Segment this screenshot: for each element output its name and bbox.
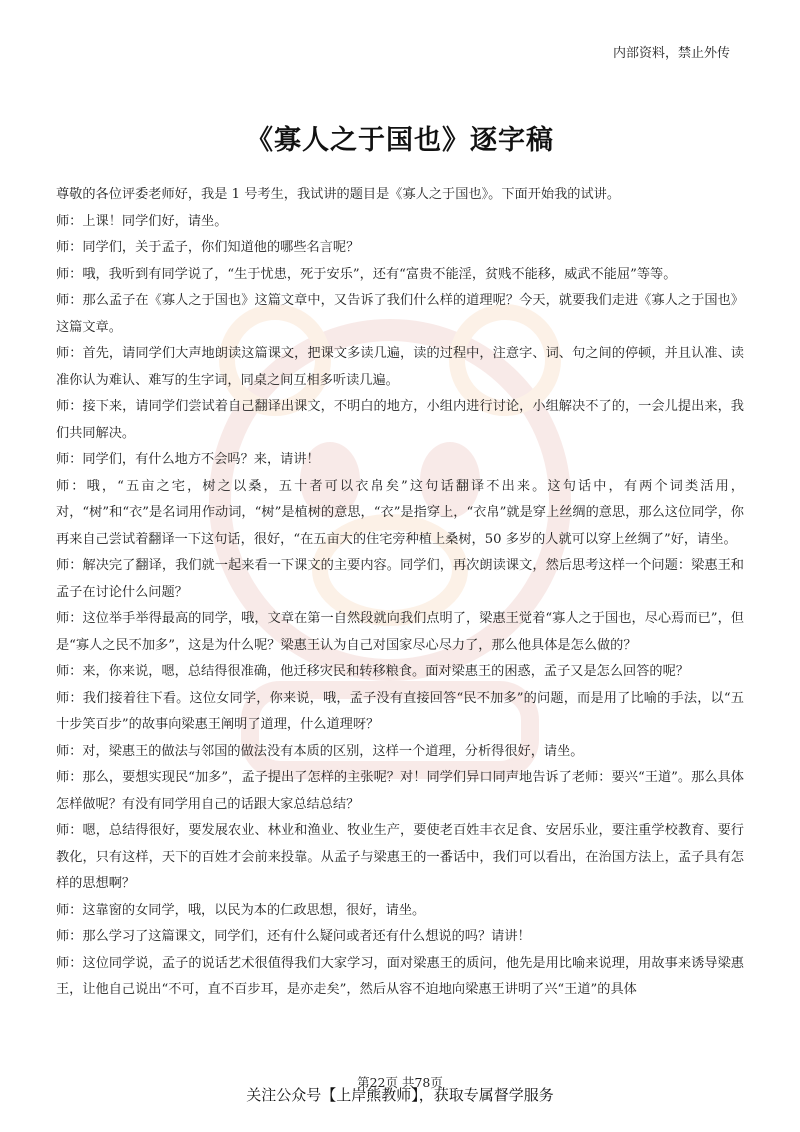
paragraph: 师：同学们，有什么地方不会吗？来，请讲！ [56, 452, 320, 467]
paragraph: 师：上课！同学们好，请坐。 [56, 213, 228, 229]
paragraph: 师：同学们，关于孟子，你们知道他的哪些名言呢？ [56, 240, 360, 255]
document-title: 《寡人之于国也》逐字稿 [246, 125, 554, 156]
paragraph: 师：这位举手举得最高的同学，哦，文章在第一自然段就向我们点明了，梁惠王觉着“寡人之于国也，尽心焉而已”，但是“寡人之民不加多”，这是为什么呢？梁惠王认为自己对国家尽心尽力了，那么他具体是怎么做的？ [56, 611, 744, 653]
paragraph: 师：嗯，总结得很好，要发展农业、林业和渔业、牧业生产，要使老百姓丰衣足食、安居乐业，要注重学校教育、要行教化，只有这样，天下的百姓才会前来投靠。从孟子与梁惠王的一番话中，我们可以看出，在治国方法上，孟子具有怎样的思想啊？ [56, 823, 744, 891]
paragraph: 师：我们接着往下看。这位女同学，你来说，哦，孟子没有直接回答“民不加多”的问题，而是用了比喻的手法，以“五十步笑百步”的故事向梁惠王阐明了道理，什么道理呀？ [56, 690, 744, 732]
paragraph-intro: 尊敬的各位评委老师好，我是 1 号考生，我试讲的题目是《寡人之于国也》。下面开始我的试讲。 [56, 187, 621, 202]
paragraph: 师：来，你来说，嗯，总结得很准确，他迁移灾民和转移粮食。面对梁惠王的困惑，孟子又是怎么回答的呢？ [56, 664, 689, 679]
paragraph: 师：哦，“五亩之宅，树之以桑，五十者可以衣帛矣”这句话翻译不出来。这句话中，有两个词类活用，对，“树”和“衣”是名词用作动词，“树”是植树的意思，“衣”是指穿上，“衣帛”就是穿上丝绸的意思，那么这位同学，你再来自己尝试着翻译一下这句话，很好，“在五亩大的住宅旁种植上桑树，50 多岁的人就可以穿上丝绸了”好，请坐。 [56, 478, 744, 547]
document-body [56, 182, 744, 1004]
paragraph: 师：解决完了翻译，我们就一起来看一下课文的主要内容。同学们，再次朗读课文，然后思考这样一个问题：梁惠王和孟子在讨论什么问题？ [56, 558, 744, 600]
paragraph: 师：对，梁惠王的做法与邻国的做法没有本质的区别，这样一个道理，分析得很好，请坐。 [56, 743, 584, 759]
paragraph: 师：这靠窗的女同学，哦，以民为本的仁政思想，很好，请坐。 [56, 902, 426, 918]
paragraph: 师：那么学习了这篇课文，同学们，还有什么疑问或者还有什么想说的吗？请讲！ [56, 929, 531, 944]
paragraph: 师：那么孟子在《寡人之于国也》这篇文章中，又告诉了我们什么样的道理呢？今天，就要我们走进《寡人之于国也》这篇文章。 [56, 293, 744, 335]
paragraph: 师：首先，请同学们大声地朗读这篇课文，把课文多读几遍，读的过程中，注意字、词、句之间的停顿，并且认准、读准你认为难认、难写的生字词，同桌之间互相多听读几遍。 [56, 346, 744, 388]
header-note: 内部资料，禁止外传 [612, 46, 730, 61]
page-number: 第22页 共78页 [357, 1075, 443, 1090]
paragraph: 师：那么，要想实现民“加多”，孟子提出了怎样的主张呢？对！同学们异口同声地告诉了老师：要兴“王道”。那么具体怎样做呢？有没有同学用自己的话跟大家总结总结？ [56, 770, 744, 812]
paragraph: 师：接下来，请同学们尝试着自己翻译出课文，不明白的地方，小组内进行讨论，小组解决不了的，一会儿提出来，我们共同解决。 [56, 399, 744, 441]
paragraph: 师：哦，我听到有同学说了，“生于忧患，死于安乐”，还有“富贵不能淫，贫贱不能移，威武不能屈”等等。 [56, 266, 677, 282]
paragraph: 师：这位同学说，孟子的说话艺术很值得我们大家学习，面对梁惠王的质问，他先是用比喻来说理，用故事来诱导梁惠王，让他自己说出“不可，直不百步耳，是亦走矣”，然后从容不迫地向梁惠王讲明了兴“王道”的具体 [56, 955, 744, 997]
footer-promo: 关注公众号【上岸熊教师】，获取专属督学服务 [246, 1086, 554, 1104]
